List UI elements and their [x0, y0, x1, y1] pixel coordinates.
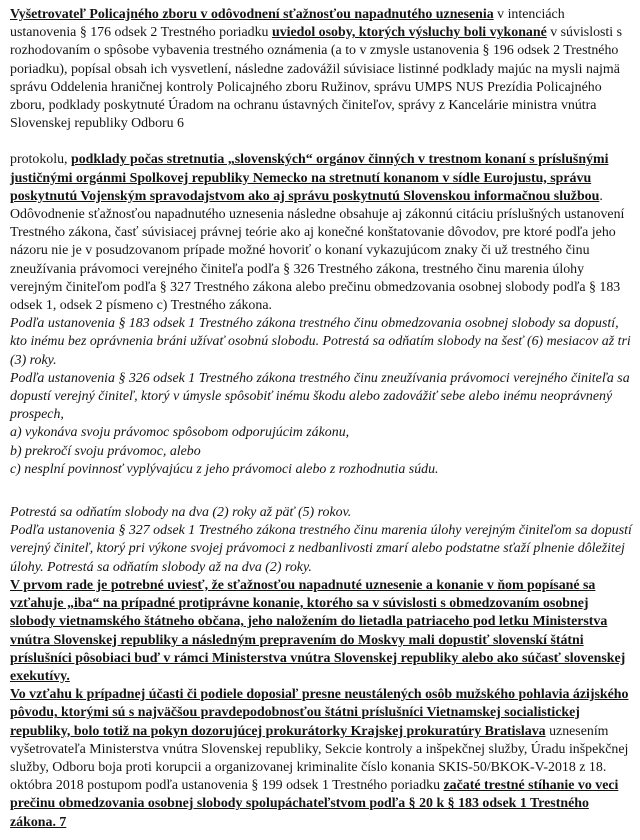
statute-quote-line: b) prekročí svoju právomoc, alebo: [10, 443, 201, 459]
statute-quote-line: Podľa ustanovenia § 183 odsek 1 Trestného zákona trestného činu obmedzovania osobnej slobody sa dopustí, kto inému bez oprávnenia bráni užívať osobnú slobodu. Potrestá sa odňatím slobody na šesť (6) mesiacov až tri (3) roky.: [10, 316, 631, 368]
body-text: protokolu,: [10, 152, 71, 168]
body-text: v intenciách ustanovenia § 176 odsek 2 Trestného poriadku: [10, 7, 565, 41]
statute-quote-block-1: [10, 315, 632, 479]
emphasis-text: uviedol osoby, ktorých výsluchy boli vykonané: [271, 25, 547, 41]
statute-quote-line: a) vykonáva svoju právomoc spôsobom odporujúcim zákonu,: [10, 425, 350, 441]
paragraph-2: [10, 151, 632, 315]
body-text: uznesením vyšetrovateľa Ministerstva vnútra Slovenskej republiky, Sekcie kontroly a inšpekčnej služby, Úradu inšpekčnej služby, Odboru boja proti korupcii a organizovanej kriminalite číslo konania SKIS-50/BKOK-V-2018 z 18. októbra 2018 postupom podľa ustanovenia § 199 odsek 1 Trestného poriadku: [10, 723, 629, 794]
paragraph-1: [10, 6, 632, 133]
paragraph-3: V prvom rade je potrebné uviesť, že sťažnosťou napadnuté uznesenie a konanie v ňom popísané sa vzťahuje „iba“ na prípadné protiprávne konanie, ktorého sa v súvislosti s obmedzovaním osobnej slobody vietnamského štátneho občana, jeho naložením do lietadla patriaceho pod letku Ministerstva vnútra Slovenskej republiky a následným prepravením do Moskvy mali dopustiť slovenskí štátni príslušníci pôsobiaci buď v rámci Ministerstva vnútra Slovenskej republiky alebo ako súčasť slovenskej exekutívy.: [10, 577, 626, 684]
statute-quote-line: c) nesplní povinnosť vyplývajúcu z jeho právomoci alebo z rozhodnutia súdu.: [10, 461, 439, 477]
body-text: v súvislosti s rozhodovaním o spôsobe vybavenia trestného oznámenia (a to v zmysle ustanovenia § 196 odsek 2 Trestného poriadku), popísal obsah ich vysvetlení, následne zadovážil súvisiace listinné podklady majúc na mysli najmä správu Oddelenia hraničnej kontroly Policajného zboru Ružinov, správu UMPS NUS Prezídia Policajného zboru, podklady poskytnuté Úradom na ochranu ústavných činiteľov, správy z Kancelárie ministra vnútra Slovenskej republiky Odboru 6: [10, 25, 623, 132]
emphasis-text: Vo vzťahu k prípadnej účasti či podiele doposiaľ presne neustálených osôb mužského pohlavia ázijského pôvodu, ktorými sú s najväčšou pravdepodobnosťou štátni príslušníci Vietnamskej socialistickej republiky, bolo totiž na pokyn dozorujúcej prokurátorky Krajskej prokuratúry Bratislava: [10, 687, 629, 739]
statute-quote-block-2: [10, 504, 632, 577]
emphasis-text: podklady počas stretnutia „slovenských“ orgánov činných v trestnom konaní s príslušnými justičnými orgánmi Spolkovej republiky Nemecko na stretnutí konanom v sídle Eurojustu, správu poskytnutú Vojenským spravodajstvom ako aj správu poskytnutú Slovenskou informačnou službou: [10, 152, 609, 204]
statute-quote-line: Podľa ustanovenia § 327 odsek 1 Trestného zákona trestného činu marenia úlohy verejným činiteľom sa dopustí verejný činiteľ, ktorý pri výkone svojej právomoci z nedbanlivosti zmarí alebo podstatne sťaží plnenie dôležitej úlohy. Potrestá sa odňatím slobody až na dva (2) roky.: [10, 523, 632, 575]
paragraph-4: [10, 686, 632, 832]
emphasis-text: Vyšetrovateľ Policajného zboru v odôvodnení sťažnosťou napadnutého uznesenia: [10, 7, 494, 22]
body-text: . Odôvodnenie sťažnosťou napadnutého uznesenia následne obsahuje aj zákonnú citáciu príslušných ustanovení Trestného zákona, časť súvisiacej právnej teórie ako aj konečné konštatovanie dôvodov, pre ktoré podľa jeho názoru nie je v posudzovanom prípade možné hovoriť o konaní vykazujúcom znaky či už trestného činu zneužívania právomoci verejného činiteľa podľa § 326 Trestného zákona, trestného činu marenia úlohy verejným činiteľom podľa § 327 Trestného zákona alebo prečinu obmedzovania osobnej slobody podľa § 183 odsek 1, odsek 2 písmeno c) Trestného zákona.: [10, 188, 625, 314]
statute-quote-line: Podľa ustanovenia § 326 odsek 1 Trestného zákona trestného činu zneužívania právomoci verejného činiteľa sa dopustí verejný činiteľ, ktorý v úmysle spôsobiť inému škodu alebo zadovážiť sebe alebo inému neoprávnený prospech,: [10, 370, 630, 423]
emphasis-text: začaté trestné stíhanie vo veci prečinu obmedzovania osobnej slobody spolupáchateľstvom podľa § 20 k § 183 odsek 1 Trestného zákona. 7: [10, 778, 619, 830]
statute-quote-line: Potrestá sa odňatím slobody na dva (2) roky až päť (5) rokov.: [10, 505, 352, 521]
